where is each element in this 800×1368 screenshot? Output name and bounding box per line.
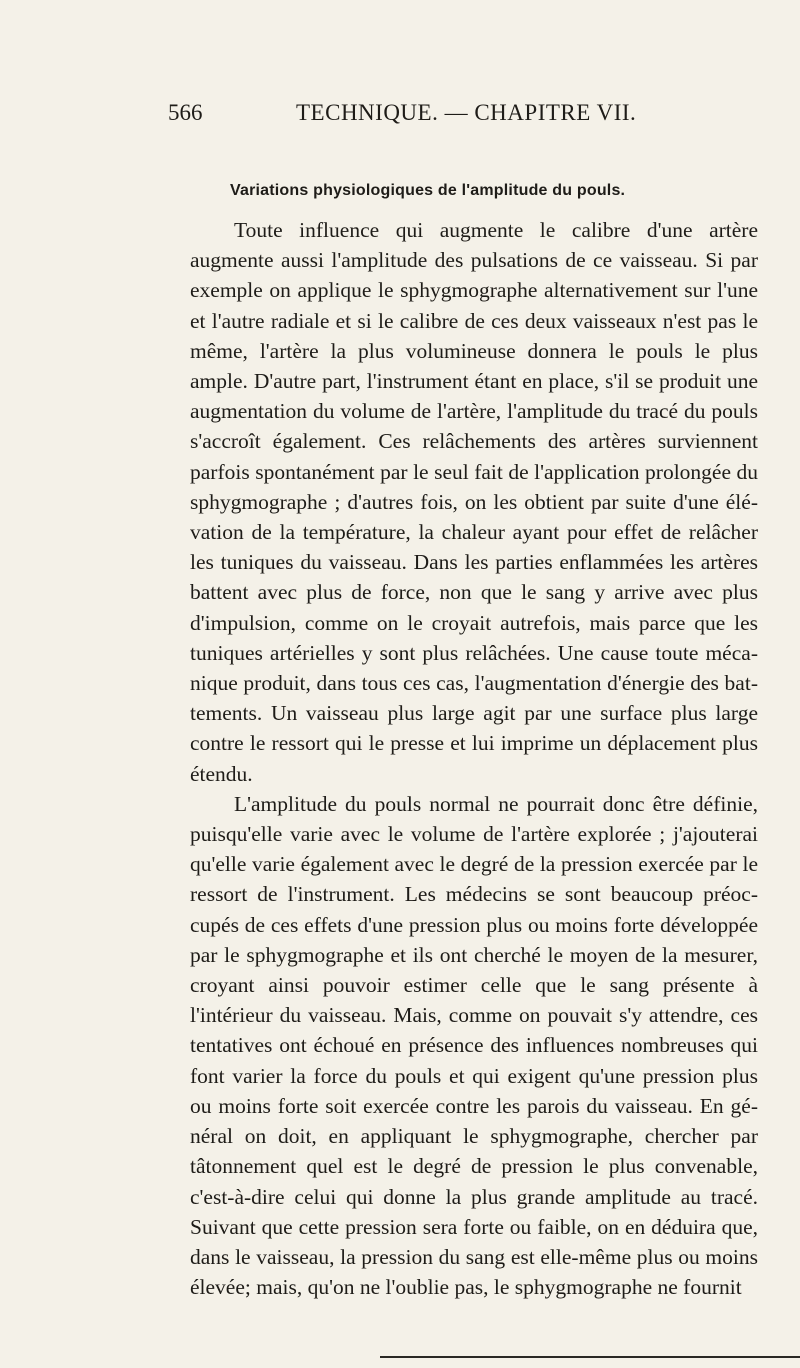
section-heading: Variations physiologiques de l'amplitude du pouls. bbox=[230, 182, 626, 199]
running-title: TECHNIQUE. — CHAPITRE VII. bbox=[296, 100, 637, 125]
paragraph-1: Toute influence qui augmente le calibre d'une artère augmente aussi l'amplitude des pulsations de ce vaisseau. Si par exemple on applique le sphygmographe alternativement sur l'une et l'autre radiale et si le calibre de ces deux vaisseaux n'est pas le même, l'artère la plus volumineuse donnera le pouls le plus ample. D'autre part, l'instrument étant en place, s'il se produit une augmentation du volume de l'artère, l'amplitude du tracé du pouls s'accroît également. Ces relâchements des artères surviennent parfois spontanément par le seul fait de l'application prolongée du sphygmographe ; d'autres fois, on les obtient par suite d'une élévation de la température, la chaleur ayant pour effet de relâcher les tuniques du vaisseau. Dans les parties enflammées les artères battent avec plus de force, non que le sang y arrive avec plus d'impulsion, comme on le croyait autrefois, mais parce que les tuniques artérielles y sont plus relâchées. Une cause toute mécanique produit, dans tous ces cas, l'augmentation d'énergie des battements. Un vaisseau plus large agit par une surface plus large contre le ressort qui le presse et lui imprime un déplacement plus étendu. bbox=[190, 218, 758, 786]
page-bottom-edge bbox=[380, 1356, 800, 1358]
page-number: 566 bbox=[168, 100, 203, 125]
body-text bbox=[190, 215, 758, 1302]
paragraph-2: L'amplitude du pouls normal ne pourrait donc être définie, puisqu'elle varie avec le volume de l'artère explorée ; j'ajouterai qu'elle varie également avec le degré de la pression exercée par le ressort de l'instrument. Les médecins se sont beaucoup préoccupés de ces effets d'une pression plus ou moins forte développée par le sphygmographe et ils ont cherché le moyen de la mesurer, croyant ainsi pouvoir estimer celle que le sang présente à l'intérieur du vaisseau. Mais, comme on pouvait s'y attendre, ces tentatives ont échoué en présence des influences nombreuses qui font varier la force du pouls et qui exigent qu'une pression plus ou moins forte soit exercée contre les parois du vaisseau. En général on doit, en appliquant le sphygmographe, chercher par tâtonnement quel est le degré de pression le plus convenable, c'est-à-dire celui qui donne la plus grande amplitude au tracé. Suivant que cette pression sera forte ou faible, on en déduira que, dans le vaisseau, la pression du sang est elle-même plus ou moins élevée; mais, qu'on ne l'oublie pas, le sphygmographe ne fournit bbox=[190, 791, 758, 1300]
